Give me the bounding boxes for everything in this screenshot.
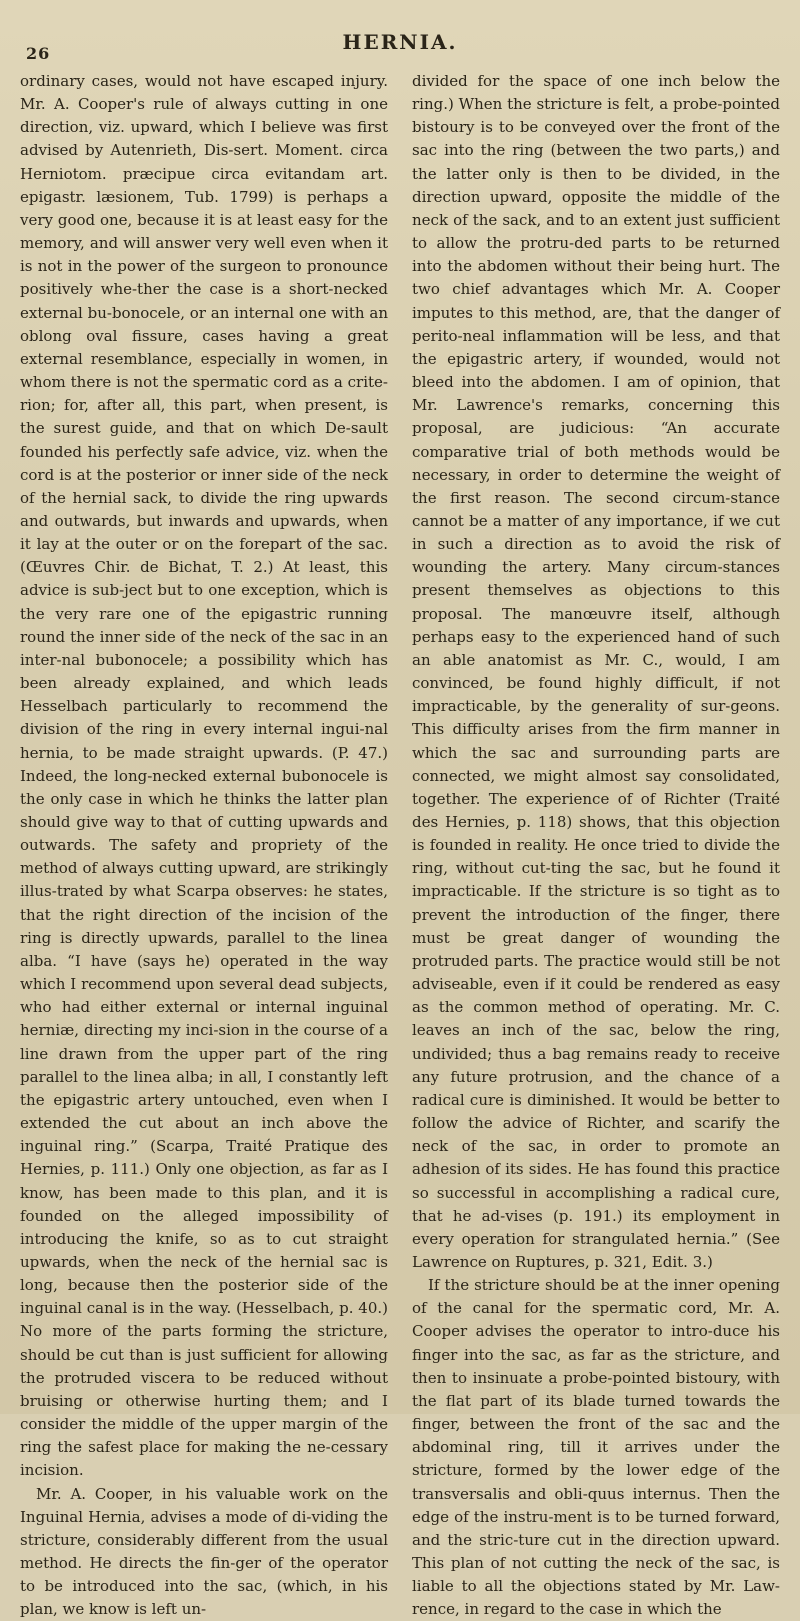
paragraph: divided for the space of one inch below the ring.) When the stricture is felt, a probe-pointed bistoury is to be conveyed over the front of the sac into the ring (between the two parts,) and the latter only is then to be divided, in the direction upward, opposite the middle of the neck of the sack, and to an extent just sufficient to allow the protru-ded parts to be returned into the abdomen without their being hurt. The two chief advantages which Mr. A. Cooper imputes to this method, are, that the danger of perito-neal inflammation will be less, and that the epigastric artery, if wounded, would not bleed into the abdomen. I am of opinion, that Mr. Lawrence's remarks, concerning this proposal, are judicious: “An accurate comparative trial of both methods would be necessary, in order to determine the weight of the first reason. The second circum-stance cannot be a matter of any importance, if we cut in such a direction as to avoid the risk of wounding the artery. Many circum-stances present themselves as objections to this proposal. The manœuvre itself, although perhaps easy to the experienced hand of such an able anatomist as Mr. C., would, I am convinced, be found highly difficult, if not impracticable, by the generality of sur-geons. This difficulty arises from the firm manner in which the sac and surrounding parts are connected, we might almost say consolidated, together. The experience of of Richter (Traité des Hernies, p. 118) shows, that this objection is founded in reality. He once tried to divide the ring, without cut-ting the sac, but he found it impracticable. If the stricture is so tight as to prevent the introduction of the finger, there must be great danger of wounding the protruded parts. The practice would still be not adviseable, even if it could be rendered as easy as the common method of operating. Mr. C. leaves an inch of the sac, below the ring, undivided; thus a bag remains ready to receive any future protrusion, and the chance of a radical cure is diminished. It would be better to follow the advice of Richter, and scarify the neck of the sac, in order to promote an adhesion of its sides. He has found this practice so successful in accomplishing a radical cure, that he ad-vises (p. 191.) its employment in every operation for strangulated hernia.” (See Lawrence on Ruptures, p. 321, Edit. 3.): [412, 72, 780, 1271]
page-number: 26: [26, 44, 51, 63]
paragraph: ordinary cases, would not have escaped injury. Mr. A. Cooper's rule of always cutting in one direction, viz. upward, which I believe was first advised by Autenrieth, Dis-sert. Moment. circa Herniotom. præcipue circa evitandam art. epigastr. læsionem, Tub. 1799) is perhaps a very good one, because it is at least easy for the memory, and will answer very well even when it is not in the power of the surgeon to pronounce positively whe-ther the case is a short-necked external bu-bonocele, or an internal one with an oblong oval fissure, cases having a great external resemblance, especially in women, in whom there is not the spermatic cord as a crite-rion; for, after all, this part, when present, is the surest guide, and that on which De-sault founded his perfectly safe advice, viz. when the cord is at the posterior or inner side of the neck of the hernial sack, to divide the ring upwards and outwards, but inwards and upwards, when it lay at the outer or on the forepart of the sac. (Œuvres Chir. de Bichat, T. 2.) At least, this advice is sub-ject but to one exception, which is the very rare one of the epigastric running round the inner side of the neck of the sac in an inter-nal bubonocele; a possibility which has been already explained, and which leads Hesselbach particularly to recommend the division of the ring in every internal ingui-nal hernia, to be made straight upwards. (P. 47.) Indeed, the long-necked external bubonocele is the only case in which he thinks the latter plan should give way to that of cutting upwards and outwards. The safety and propriety of the method of always cutting upward, are strikingly illus-trated by what Scarpa observes: he states, that the right direction of the incision of the ring is directly upwards, parallel to the linea alba. “I have (says he) operated in the way which I recommend upon several dead subjects, who had either external or internal inguinal herniæ, directing my inci-sion in the course of a line drawn from the upper part of the ring parallel to the linea alba; in all, I constantly left the epigastric artery untouched, even when I extended the cut about an inch above the inguinal ring.” (Scarpa, Traité Pratique des Hernies, p. 111.) Only one objection, as far as I know, has been made to this plan, and it is founded on the alleged impossibility of introducing the knife, so as to cut straight upwards, when the neck of the hernial sac is long, because then the posterior side of the inguinal canal is in the way. (Hesselbach, p. 40.) No more of the parts forming the stricture, should be cut than is just sufficient for allowing the protruded viscera to be reduced without bruising or otherwise hurting them; and I consider the middle of the upper margin of the ring the safest place for making the ne-cessary incision.: [20, 72, 388, 1480]
paragraph: Mr. A. Cooper, in his valuable work on the Inguinal Hernia, advises a mode of di-viding the stricture, considerably different from the usual method. He directs the fin-ger of the operator to be introduced into the sac, (which, in his plan, we know is left un-: [20, 1484, 388, 1619]
right-column: [412, 70, 780, 1621]
paragraph: If the stricture should be at the inner opening of the canal for the spermatic cord, Mr. A. Cooper advises the operator to intro-duce his finger into the sac, as far as the stricture, and then to insinuate a probe-pointed bistoury, with the flat part of its blade turned towards the finger, between the front of the sac and the abdominal ring, till it arrives under the stricture, formed by the lower edge of the transversalis and obli-quus internus. Then the edge of the instru-ment is to be turned forward, and the stric-ture cut in the direction upward. This plan of not cutting the neck of the sac, is liable to all the objections stated by Mr. Law-rence, in regard to the case in which the: [412, 1276, 780, 1619]
left-column: [20, 70, 388, 1621]
running-title: HERNIA.: [342, 30, 458, 54]
